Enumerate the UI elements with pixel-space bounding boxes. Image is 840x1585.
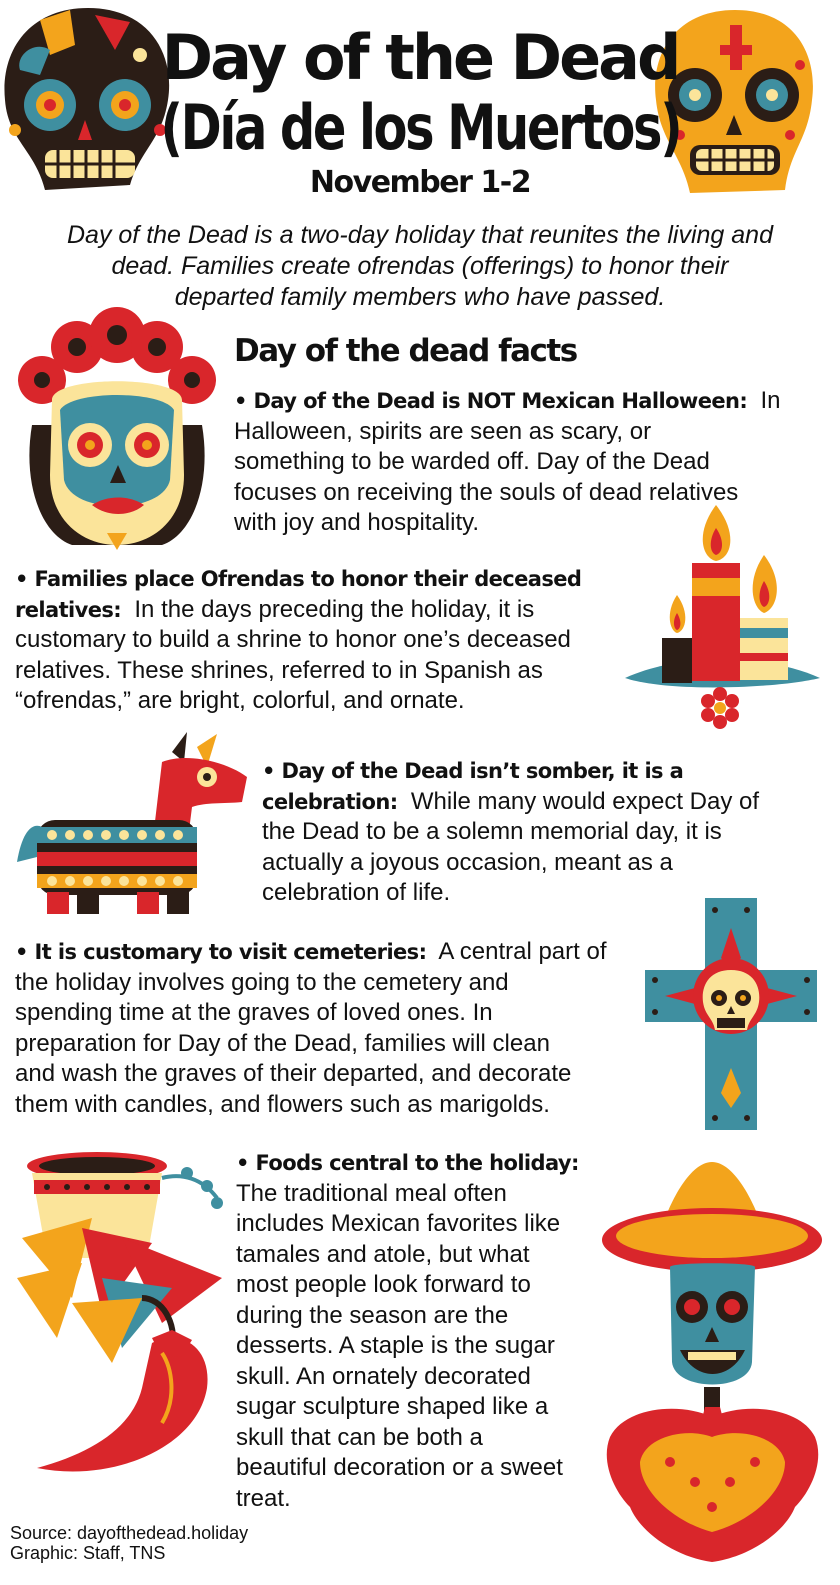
fact-line: In [760, 387, 781, 414]
fact-line: something to be warded off. Day of the Dead [234, 448, 710, 475]
fact-line: celebration of life. [262, 879, 451, 906]
catrina-skull-icon [12, 305, 222, 555]
fact-ofrendas [15, 564, 655, 717]
intro-text [0, 220, 840, 313]
fact-line: In the days preceding the holiday, it is [134, 595, 535, 623]
fact-line: beautiful decoration or a sweet [236, 1454, 563, 1481]
fact-line: A central part of [438, 938, 607, 965]
pinata-donkey-icon [12, 732, 252, 917]
fact-heading: • It is customary to visit cemeteries: [15, 940, 427, 964]
intro-line: Day of the Dead is a two-day holiday that reunites the living and [67, 221, 773, 249]
page-title-line-1: Day of the Dead [161, 21, 679, 94]
graphic-credit: Graphic: Staff, TNS [10, 1543, 166, 1563]
sombrero-skull-icon [600, 1162, 825, 1567]
fact-line: Halloween, spirits are seen as scary, or [234, 417, 652, 445]
fact-heading: • Foods central to the holiday: [236, 1151, 579, 1175]
skull-cross-icon [645, 898, 817, 1130]
intro-line: departed family members who have passed. [174, 283, 666, 311]
fact-foods [236, 1148, 616, 1514]
fact-heading: • Day of the Dead isn’t somber, it is a [262, 759, 684, 783]
fact-line: skull that can be both a [236, 1423, 483, 1451]
fact-celebration [262, 756, 832, 909]
fact-line: treat. [236, 1484, 291, 1512]
fact-line: relatives. These shrines, referred to in Spanish as [15, 656, 543, 684]
fact-line: preparation for Day of the Dead, families will clean [15, 1029, 550, 1057]
food-pot-chili-icon [12, 1148, 232, 1493]
fact-heading: celebration: [262, 789, 398, 814]
fact-line: most people look forward to [236, 1271, 531, 1298]
fact-line: during the season are the [236, 1301, 509, 1329]
fact-cemeteries [15, 937, 645, 1120]
credits [10, 1523, 248, 1563]
fact-line: the holiday involves going to the cemetery and [15, 968, 509, 996]
fact-halloween [234, 386, 834, 539]
fact-line: skull. An ornately decorated [236, 1362, 531, 1390]
fact-line: actually a joyous occasion, meant as a [262, 848, 673, 876]
intro-line: dead. Families create ofrendas (offerings) to honor their [111, 252, 729, 280]
page-title-line-2: (Día de los Muertos) [159, 91, 680, 164]
source-credit: Source: dayofthedead.holiday [10, 1523, 249, 1543]
fact-heading: • Families place Ofrendas to honor their deceased [15, 567, 582, 591]
event-date: November 1-2 [309, 165, 531, 200]
fact-line: focuses on receiving the souls of dead relatives [234, 478, 739, 506]
fact-line: “ofrendas,” are bright, colorful, and ornate. [15, 687, 465, 714]
fact-line: The traditional meal often [236, 1179, 507, 1207]
fact-line: While many would expect Day of [410, 787, 760, 815]
fact-line: the Dead to be a solemn memorial day, it is [262, 818, 722, 845]
fact-line: desserts. A staple is the sugar [236, 1332, 555, 1359]
fact-line: sugar sculpture shaped like a [236, 1393, 549, 1420]
fact-line: them with candles, and flowers such as marigolds. [15, 1090, 550, 1118]
fact-line: includes Mexican favorites like [236, 1210, 561, 1237]
fact-line: and wash the graves of their departed, and decorate [15, 1060, 572, 1087]
fact-heading: • Day of the Dead is NOT Mexican Halloween: [234, 389, 748, 413]
facts-heading: Day of the dead facts [234, 333, 577, 369]
fact-line: customary to build a shrine to honor one’s deceased [15, 626, 571, 653]
fact-line: spending time at the graves of loved ones. In [15, 999, 493, 1026]
fact-line: with joy and hospitality. [234, 509, 480, 536]
fact-line: tamales and atole, but what [236, 1240, 530, 1268]
fact-heading: relatives: [15, 597, 122, 622]
